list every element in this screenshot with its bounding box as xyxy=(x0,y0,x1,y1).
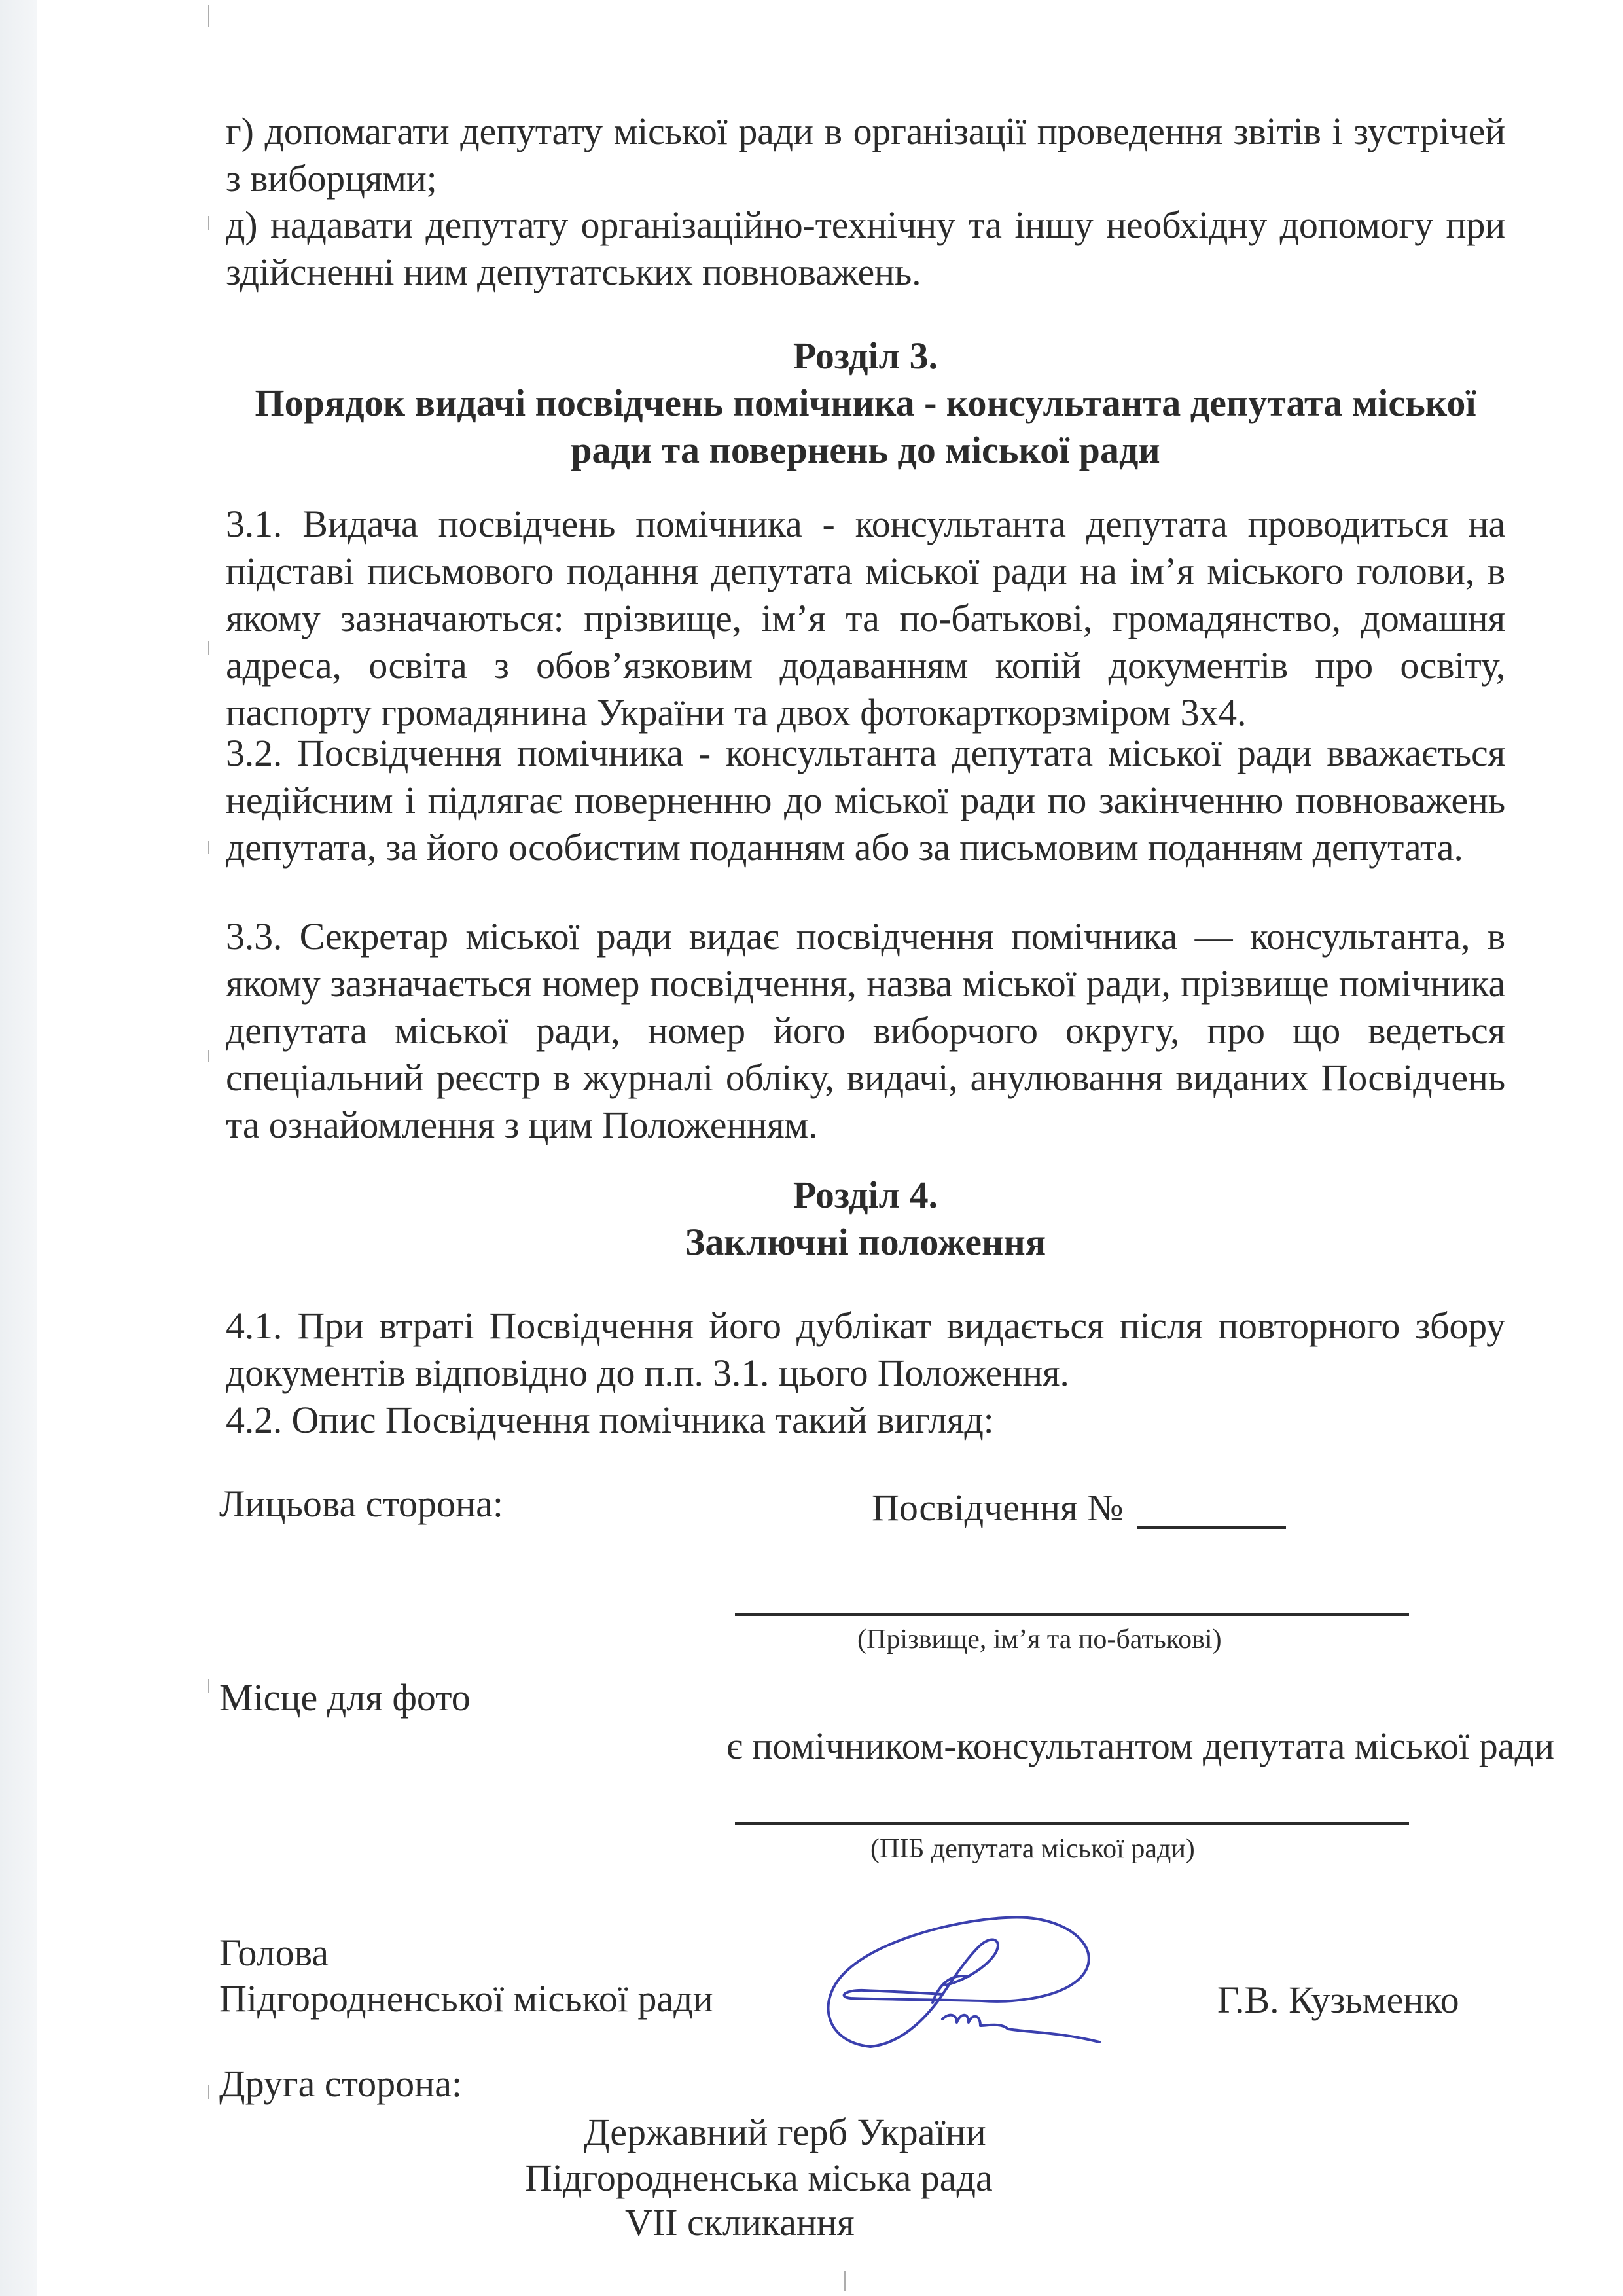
scan-artifact xyxy=(208,1050,209,1062)
scan-artifact xyxy=(208,641,209,655)
intro-item-d: д) надавати депутату організаційно-технічну та іншу необхідну допомогу при здійсненні ним депутатських повноважень. xyxy=(226,204,1505,293)
handwritten-signature-icon xyxy=(812,1901,1152,2052)
scan-artifact xyxy=(208,2085,209,2099)
back-line-council-name: Підгородненська міська рада xyxy=(525,2157,993,2199)
section3-number: Розділ 3. xyxy=(793,334,938,377)
scan-artifact xyxy=(844,2271,846,2291)
photo-placeholder-label: Місце для фото xyxy=(219,1676,471,1719)
scan-artifact xyxy=(208,216,209,230)
signer-position-line2: Підгородненської міської ради xyxy=(219,1977,713,2020)
clause-3-1: 3.1. Видача посвідчень помічника - консультанта депутата проводиться на підставі письмового подання депутата міської ради на ім’я міського голови, в якому зазначаються: прізвище, ім’я та по-батькові, громадянство, домашня адреса, освіта з обов’язковим додаванням копій документів про освіту, паспорту громадянина України та двох фотокарткорзміром 3х4. xyxy=(226,503,1505,734)
certificate-number-blank xyxy=(1137,1526,1286,1529)
scan-artifact xyxy=(208,841,209,854)
back-line-coat-of-arms: Державний герб України xyxy=(584,2111,986,2153)
front-side-label: Лицьова сторона: xyxy=(219,1482,503,1525)
scan-artifact xyxy=(208,1679,209,1693)
scan-artifact xyxy=(208,5,209,27)
section4-title: Заключні положення xyxy=(685,1221,1046,1263)
clause-4-2: 4.2. Опис Посвідчення помічника такий вигляд: xyxy=(226,1399,994,1441)
deputy-name-blank-line xyxy=(735,1822,1409,1825)
scanner-edge-strip xyxy=(0,0,37,2296)
deputy-name-caption: (ПІБ депутата міської ради) xyxy=(870,1834,1195,1864)
clause-3-3: 3.3. Секретар міської ради видає посвідчення помічника — консультанта, в якому зазначається номер посвідчення, назва міської ради, прізвище помічника депутата міської ради, номер його виборчого округу, про що ведеться спеціальний реєстр в журналі обліку, видачі, анулювання виданих Посвідчень та ознайомлення з цим Положенням. xyxy=(226,915,1505,1146)
section3-title: Порядок видачі посвідчень помічника - консультанта депутата міської ради та повернень до міської ради xyxy=(255,382,1476,471)
full-name-blank-line xyxy=(735,1613,1409,1616)
signer-name: Г.В. Кузьменко xyxy=(1217,1979,1459,2021)
section4-number: Розділ 4. xyxy=(793,1174,938,1216)
intro-item-g: г) допомагати депутату міської ради в організації проведення звітів і зустрічей з виборцями; xyxy=(226,110,1505,200)
clause-4-1: 4.1. При втраті Посвідчення його дублікат видається після повторного збору документів відповідно до п.п. 3.1. цього Положення. xyxy=(226,1304,1505,1394)
clause-3-2: 3.2. Посвідчення помічника - консультанта депутата міської ради вважається недійсним і підлягає поверненню до міської ради по закінченню повноважень депутата, за його особистим поданням або за письмовим поданням депутата. xyxy=(226,732,1505,869)
signer-position-line1: Голова xyxy=(219,1931,329,1974)
assistant-role-text: є помічником-консультантом депутата міської ради xyxy=(726,1725,1554,1767)
full-name-caption: (Прізвище, ім’я та по-батькові) xyxy=(857,1624,1222,1655)
back-line-convocation: VII скликання xyxy=(625,2201,855,2244)
back-side-label: Друга сторона: xyxy=(219,2062,463,2105)
certificate-number-label: Посвідчення № xyxy=(872,1486,1124,1529)
